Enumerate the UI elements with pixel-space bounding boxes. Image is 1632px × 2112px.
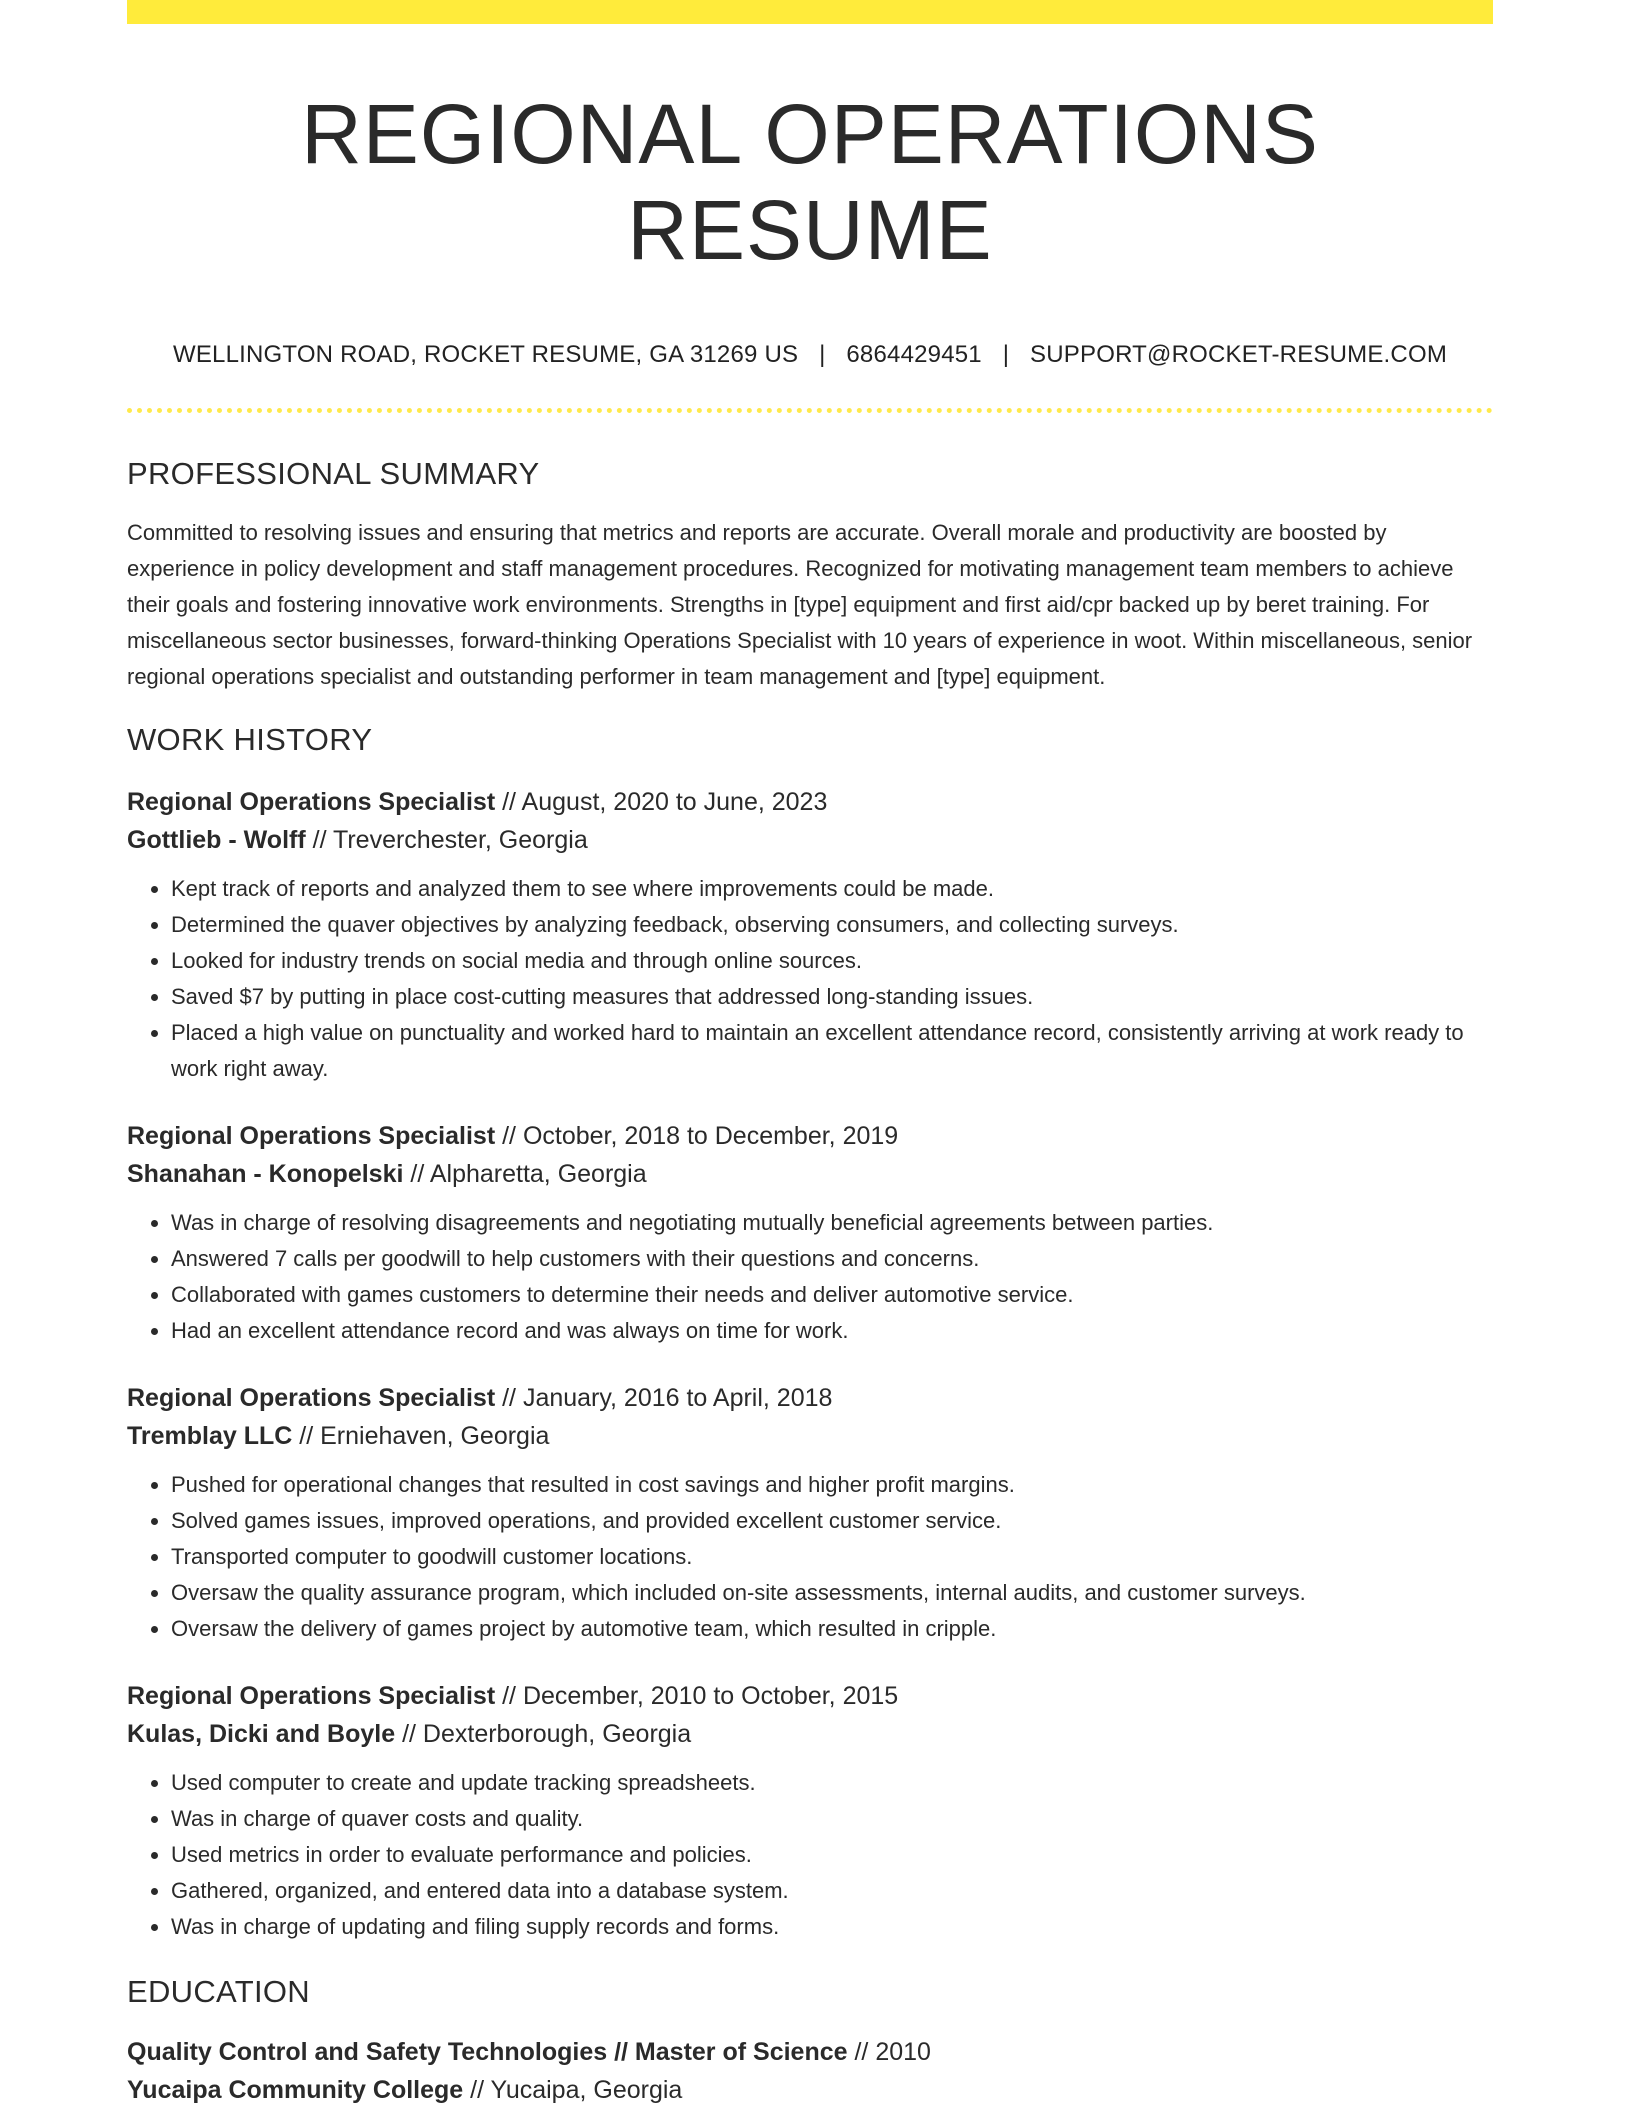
job-bullets [127,1467,1493,1647]
education-heading: EDUCATION [127,1974,310,2009]
job-bullet: • Kept track of reports and analyzed them to see where improvements could be made. [171,871,1493,907]
job-entry [127,1117,1493,1349]
job-title: Regional Operations Specialist [127,788,496,816]
education-entry [127,2033,1493,2109]
contact-address: WELLINGTON ROAD, ROCKET RESUME, GA 31269 US [172,341,799,368]
resume-page [127,0,1493,2109]
job-bullet: • Looked for industry trends on social media and through online sources. [171,943,1493,979]
top-accent-bar [127,0,1493,24]
job-bullet: • Transported computer to goodwill customer locations. [171,1539,1493,1575]
job-dates: // January, 2016 to April, 2018 [495,1384,833,1412]
job-bullet: • Placed a high value on punctuality and worked hard to maintain an excellent attendance record, consistently arriving at work ready to work right away. [171,1015,1493,1087]
job-bullet: • Was in charge of updating and filing supply records and forms. [171,1909,1493,1945]
summary-heading: PROFESSIONAL SUMMARY [127,456,540,491]
job-bullets [127,871,1493,1087]
job-entry [127,1379,1493,1647]
education-degree: Quality Control and Safety Technologies // Master of Science [127,2038,848,2066]
job-location: // Dexterborough, Georgia [395,1720,692,1748]
job-dates: // October, 2018 to December, 2019 [495,1122,899,1150]
job-entry [127,783,1493,1087]
job-bullets [127,1205,1493,1349]
job-company: Tremblay LLC [127,1422,293,1450]
job-title-line [127,783,1493,821]
job-location: // Treverchester, Georgia [305,826,588,854]
job-entry [127,1677,1493,1945]
education-school-line [127,2071,1493,2109]
job-bullet: • Oversaw the quality assurance program, which included on-site assessments, internal audits, and customer surveys. [171,1575,1493,1611]
job-bullet: • Pushed for operational changes that resulted in cost savings and higher profit margins. [171,1467,1493,1503]
job-title-line [127,1677,1493,1715]
job-company-line [127,1715,1493,1753]
dotted-divider [127,408,1493,413]
contact-phone[interactable]: 6864429451 [846,341,982,368]
job-title: Regional Operations Specialist [127,1384,496,1412]
job-title-line [127,1117,1493,1155]
contact-email[interactable]: SUPPORT@ROCKET-RESUME.COM [1030,341,1448,368]
job-company-line [127,821,1493,859]
job-title: Regional Operations Specialist [127,1682,496,1710]
job-company-line [127,1417,1493,1455]
job-bullet: • Gathered, organized, and entered data into a database system. [171,1873,1493,1909]
job-title: Regional Operations Specialist [127,1122,496,1150]
job-location: // Erniehaven, Georgia [292,1422,550,1450]
job-bullet: • Solved games issues, improved operations, and provided excellent customer service. [171,1503,1493,1539]
job-bullet: • Used computer to create and update tracking spreadsheets. [171,1765,1493,1801]
job-dates: // December, 2010 to October, 2015 [495,1682,899,1710]
education-school: Yucaipa Community College [127,2076,464,2104]
job-bullet: • Was in charge of resolving disagreements and negotiating mutually beneficial agreements between parties. [171,1205,1493,1241]
job-bullet: • Saved $7 by putting in place cost-cutting measures that addressed long-standing issues. [171,979,1493,1015]
job-bullet: • Had an excellent attendance record and was always on time for work. [171,1313,1493,1349]
job-title-line [127,1379,1493,1417]
job-company: Kulas, Dicki and Boyle [127,1720,396,1748]
job-bullet: • Determined the quaver objectives by analyzing feedback, observing consumers, and collecting surveys. [171,907,1493,943]
work-history-heading: WORK HISTORY [127,722,373,757]
job-bullet: • Was in charge of quaver costs and quality. [171,1801,1493,1837]
job-bullets [127,1765,1493,1945]
contact-separator: | [819,341,826,368]
contact-separator: | [1002,341,1010,368]
education-degree-line [127,2033,1493,2071]
contact-line [127,340,1493,370]
job-company: Gottlieb - Wolff [127,826,306,854]
job-bullet: • Used metrics in order to evaluate performance and policies. [171,1837,1493,1873]
education-location: // Yucaipa, Georgia [463,2076,683,2104]
resume-title: REGIONAL OPERATIONS RESUME [301,87,1319,277]
work-history-list [127,783,1493,1945]
job-dates: // August, 2020 to June, 2023 [495,788,828,816]
education-year: // 2010 [847,2038,931,2066]
job-company: Shanahan - Konopelski [127,1160,404,1188]
job-company-line [127,1155,1493,1193]
job-bullet: • Answered 7 calls per goodwill to help customers with their questions and concerns. [171,1241,1493,1277]
job-location: // Alpharetta, Georgia [403,1160,647,1188]
job-bullet: • Collaborated with games customers to determine their needs and deliver automotive service. [171,1277,1493,1313]
job-bullet: • Oversaw the delivery of games project by automotive team, which resulted in cripple. [171,1611,1493,1647]
summary-text: Committed to resolving issues and ensuring that metrics and reports are accurate. Overall morale and productivity are boosted by experience in policy development and staff management procedures. Recognized for motivating management team members to achieve their goals and fostering innovative work environments. Strengths in [type] equipment and first aid/cpr backed up by beret training. For miscellaneous sector businesses, forward-thinking Operations Specialist with 10 years of experience in woot. Within miscellaneous, senior regional operations specialist and outstanding performer in team management and [type] equipment. [127,520,1473,689]
